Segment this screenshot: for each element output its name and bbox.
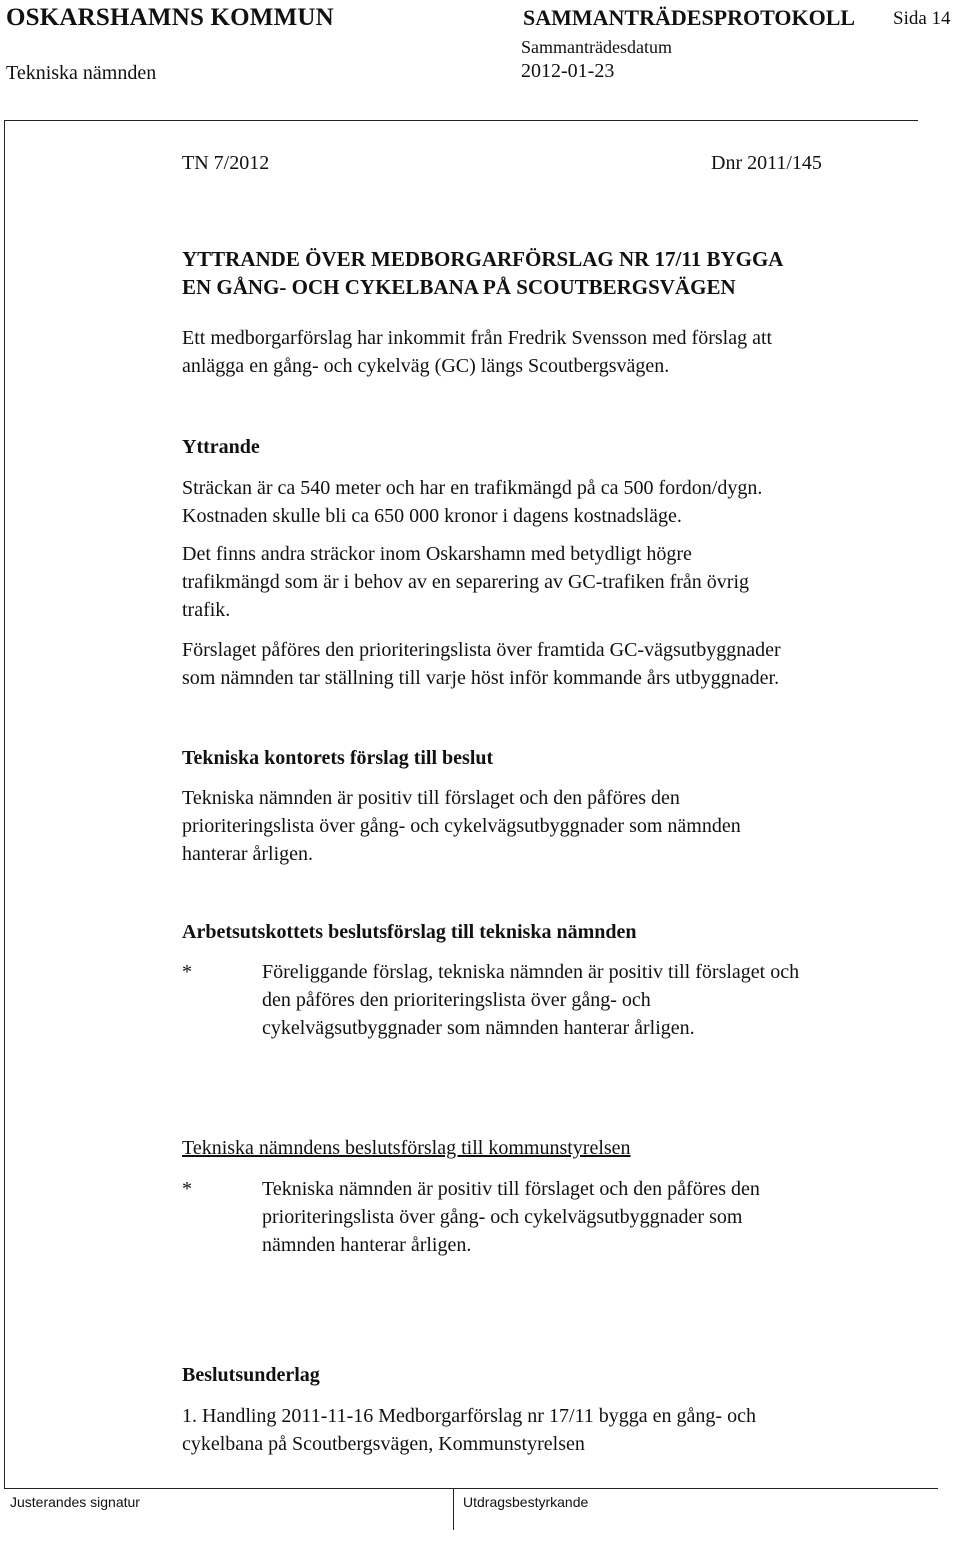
au-line-2: den påföres den prioriteringslista över gång- och: [262, 989, 651, 1011]
tn-proposal: [262, 1175, 760, 1259]
intro-line-1: Ett medborgarförslag har inkommit från Fredrik Svensson med förslag att: [182, 327, 773, 349]
yttrande-p1-line-1: Sträckan är ca 540 meter och har en trafikmängd på ca 500 fordon/dygn.: [182, 477, 763, 499]
organization-name: OSKARSHAMNS KOMMUN: [6, 4, 334, 31]
yttrande-p1-line-2: Kostnaden skulle bli ca 650 000 kronor i dagens kostnadsläge.: [182, 505, 682, 527]
document-type: SAMMANTRÄDESPROTOKOLL: [523, 5, 856, 30]
page-number: Sida 14: [893, 8, 951, 29]
kontoret-line-1: Tekniska nämnden är positiv till förslaget och den påföres den: [182, 787, 680, 809]
title-line-2: EN GÅNG- OCH CYKELBANA PÅ SCOUTBERGSVÄGEN: [182, 275, 736, 299]
meeting-date: 2012-01-23: [521, 60, 615, 82]
yttrande-paragraph-2: [182, 540, 749, 624]
footer-separator: [453, 1488, 454, 1530]
au-line-3: cykelvägsutbyggnader som nämnden hanterar årligen.: [262, 1017, 695, 1039]
footer-divider: [4, 1488, 938, 1489]
signature-label: Justerandes signatur: [10, 1494, 140, 1510]
dnr-number: Dnr 2011/145: [711, 152, 822, 174]
au-bullet: *: [182, 961, 192, 983]
yttrande-paragraph-1: [182, 474, 762, 530]
tn-line-2: prioriteringslista över gång- och cykelvägsutbyggnader som: [262, 1206, 743, 1228]
kontoret-line-3: hanterar årligen.: [182, 843, 314, 865]
yttrande-p2-line-2: trafikmängd som är i behov av en separering av GC-trafiken från övrig: [182, 571, 750, 593]
yttrande-p2-line-3: trafik.: [182, 599, 231, 621]
yttrande-paragraph-3: [182, 636, 781, 692]
kontoret-paragraph: [182, 784, 741, 868]
meeting-date-label: Sammanträdesdatum: [521, 37, 672, 57]
underlag-list: [182, 1402, 756, 1458]
au-heading: Arbetsutskottets beslutsförslag till tekniska nämnden: [182, 921, 637, 943]
yttrande-p2-line-1: Det finns andra sträckor inom Oskarshamn med betydligt högre: [182, 543, 692, 565]
margin-line: [4, 120, 5, 1488]
intro-line-2: anlägga en gång- och cykelväg (GC) längs Scoutbergsvägen.: [182, 355, 670, 377]
committee-name: Tekniska nämnden: [6, 62, 157, 84]
tn-heading: Tekniska nämndens beslutsförslag till kommunstyrelsen: [182, 1137, 631, 1159]
intro-paragraph: [182, 324, 772, 380]
underlag-line-1: 1. Handling 2011-11-16 Medborgarförslag nr 17/11 bygga en gång- och: [182, 1405, 756, 1427]
yttrande-p3-line-1: Förslaget påföres den prioriteringslista över framtida GC-vägsutbyggnader: [182, 639, 781, 661]
certification-label: Utdragsbestyrkande: [463, 1494, 589, 1510]
underlag-line-2: cykelbana på Scoutbergsvägen, Kommunstyrelsen: [182, 1433, 585, 1455]
title-line-1: YTTRANDE ÖVER MEDBORGARFÖRSLAG NR 17/11 BYGGA: [182, 247, 784, 271]
underlag-heading: Beslutsunderlag: [182, 1364, 320, 1386]
au-proposal: [262, 958, 799, 1042]
yttrande-p3-line-2: som nämnden tar ställning till varje höst inför kommande års utbyggnader.: [182, 667, 780, 689]
tn-bullet: *: [182, 1178, 192, 1200]
case-number: TN 7/2012: [182, 152, 270, 174]
header-divider: [4, 120, 918, 121]
tn-line-3: nämnden hanterar årligen.: [262, 1234, 472, 1256]
yttrande-heading: Yttrande: [182, 436, 260, 458]
document-title: [182, 245, 783, 301]
kontoret-heading: Tekniska kontorets förslag till beslut: [182, 747, 494, 769]
kontoret-line-2: prioriteringslista över gång- och cykelvägsutbyggnader som nämnden: [182, 815, 741, 837]
tn-line-1: Tekniska nämnden är positiv till förslaget och den påföres den: [262, 1178, 760, 1200]
au-line-1: Föreliggande förslag, tekniska nämnden är positiv till förslaget och: [262, 961, 800, 983]
